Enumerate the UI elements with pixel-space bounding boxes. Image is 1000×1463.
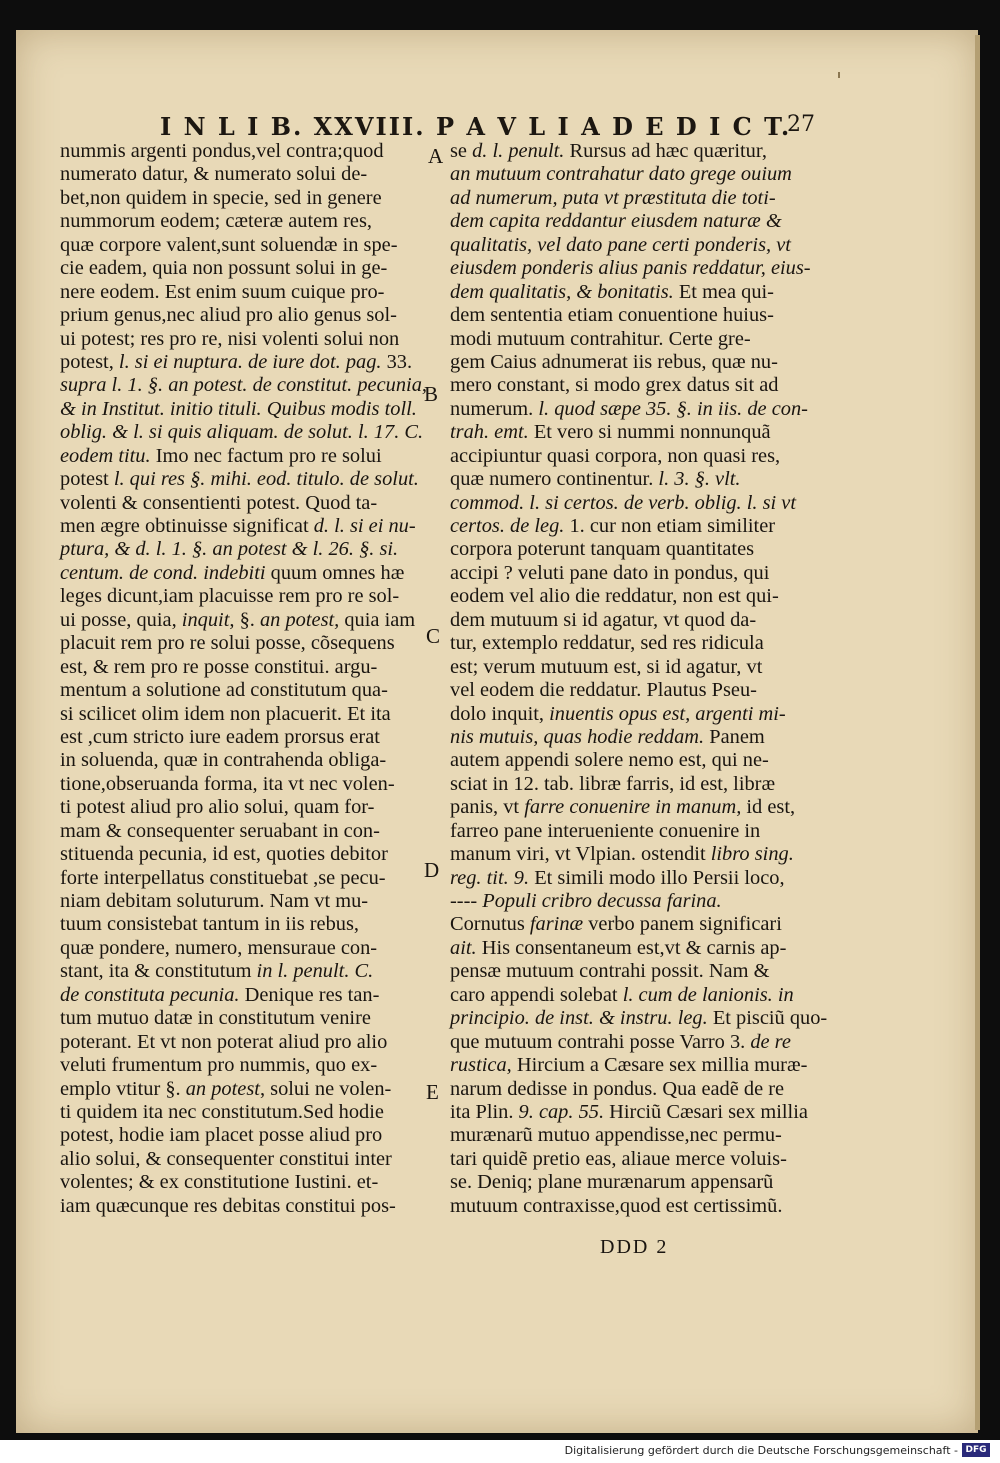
body-text: quæ pondere, numero, mensuraue con- (60, 936, 378, 959)
body-text: est ,cum stricto iure eadem prorsus erat (60, 725, 380, 748)
text-line (60, 304, 430, 327)
citation-text: an mutuum contrahatur dato grege ouium (450, 163, 792, 186)
body-text: Denique res tan- (239, 983, 380, 1006)
text-line (60, 1078, 430, 1101)
paper-speck (838, 72, 840, 78)
body-text: men ægre obtinuisse significat (60, 515, 314, 537)
body-text: forte interpellatus constituebat ,se pecu- (60, 866, 386, 889)
citation-text: an potest (185, 1077, 260, 1100)
text-line (450, 632, 810, 655)
body-text: quum omnes hæ (265, 561, 405, 584)
body-text: verbo panem significari (583, 913, 782, 936)
body-text: mutuum contraxisse,quod est certissimũ. (450, 1194, 783, 1217)
text-line (450, 351, 810, 374)
body-text: eodem vel alio die reddatur, non est qui- (450, 585, 779, 608)
footer-credit: Digitalisierung gefördert durch die Deutsche Forschungsgemeinschaft - (564, 1444, 958, 1457)
text-line (450, 609, 810, 632)
text-line (450, 281, 810, 304)
text-line (450, 913, 810, 936)
body-text: que mutuum contrahi posse Varro 3. (450, 1030, 751, 1053)
text-line (450, 1124, 810, 1147)
citation-text: an potest, (259, 608, 340, 631)
body-text: emplo vtitur §. (60, 1077, 186, 1100)
text-line (450, 374, 810, 397)
text-line (60, 585, 430, 608)
text-line (60, 187, 430, 210)
body-text: potest, (60, 350, 119, 373)
citation-text: ait. (450, 936, 477, 959)
body-text: ti quidem ita nec constitutum.Sed hodie (60, 1100, 384, 1123)
body-text: ui potest; res pro re, nisi volenti solui non (60, 327, 400, 350)
citation-text: de constituta pecunia. (60, 983, 240, 1006)
signature-mark: DDD 2 (600, 1236, 669, 1258)
text-line (60, 468, 430, 491)
text-line (60, 843, 430, 866)
body-text: alio solui, & consequenter constitui inter (60, 1147, 392, 1170)
body-text: Et simili modo illo Persii loco, (529, 866, 785, 889)
text-line (450, 796, 810, 819)
citation-text: libro sing. (710, 843, 794, 866)
citation-text: & in Institut. initio tituli. Quibus modis toll. (60, 397, 417, 420)
body-text: prium genus,nec aliud pro alio genus sol- (60, 304, 397, 327)
text-line (450, 163, 810, 186)
text-line (60, 281, 430, 304)
citation-text: l. qui res §. mihi. eod. titulo. de solut. (113, 468, 419, 491)
body-text: Et pisciũ quo- (707, 1007, 828, 1030)
body-text: Rursus ad hæc quæritur, (564, 140, 767, 162)
body-text: Hirciũ Cæsari sex millia (604, 1100, 808, 1123)
body-text: tione,obseruanda forma, ita vt nec volen- (60, 772, 395, 795)
text-line (450, 773, 810, 796)
text-line (60, 726, 430, 749)
text-line (450, 1148, 810, 1171)
text-line (450, 656, 810, 679)
text-line (450, 726, 810, 749)
citation-text: dem qualitatis, & bonitatis. (450, 280, 674, 303)
body-text: ---- (450, 890, 483, 912)
text-line (60, 703, 430, 726)
body-text: mentum a solutione ad constitutum qua- (60, 679, 388, 702)
footer-bar (0, 1440, 1000, 1463)
text-line (60, 445, 430, 468)
text-line (450, 890, 810, 913)
citation-text: eiusdem ponderis alius panis reddatur, eius- (450, 257, 811, 280)
citation-text: l. cum de lanionis. in (622, 983, 794, 1006)
text-line (450, 468, 810, 491)
citation-text: reg. tit. 9. (450, 866, 530, 889)
body-text: si scilicet olim idem non placuerit. Et ita (60, 702, 391, 725)
text-line (60, 820, 430, 843)
text-line (60, 1148, 430, 1171)
text-line (60, 1124, 430, 1147)
citation-text: certos. de leg. (450, 515, 565, 537)
citation-text: l. quod sæpe 35. §. in iis. de con- (538, 397, 808, 420)
citation-text: ptura, & d. l. 1. §. an potest & l. 26. §. si. (60, 538, 399, 561)
text-line (60, 890, 430, 913)
text-line (450, 820, 810, 843)
body-text: sciat in 12. tab. libræ farris, id est, libræ (450, 772, 776, 795)
body-text: 1. cur non etiam similiter (564, 515, 776, 537)
body-text: se (450, 140, 473, 162)
text-line (450, 1078, 810, 1101)
text-line (450, 257, 810, 280)
citation-text: ad numerum, puta vt præstituta die toti- (450, 186, 776, 209)
dfg-logo-icon: DFG (962, 1443, 990, 1457)
text-line (450, 492, 810, 515)
text-line (60, 773, 430, 796)
text-line (450, 679, 810, 702)
text-line (60, 1031, 430, 1054)
body-text: ti potest aliud pro alio solui, quam for- (60, 796, 375, 819)
margin-marker-c: C (426, 624, 441, 648)
text-line (450, 398, 810, 421)
running-title: I N L I B. XXVIII. P A V L I A D E D I C T. (160, 112, 792, 141)
body-text: quia iam (339, 608, 416, 631)
body-text: His consentaneum est,vt & carnis ap- (476, 936, 787, 959)
citation-text: supra l. 1. §. an potest. de constitut. pecunia, (60, 374, 428, 397)
body-text: Panem (704, 725, 765, 748)
citation-text: in l. penult. C. (256, 960, 374, 983)
body-text: panis, vt (450, 796, 525, 819)
body-text: §. (234, 608, 260, 631)
text-line (450, 421, 810, 444)
text-line (60, 328, 430, 351)
body-text: tuum consistebat tantum in iis rebus, (60, 913, 360, 936)
text-line (450, 703, 810, 726)
body-text: dem mutuum si id agatur, vt quod da- (450, 608, 757, 631)
text-line (60, 913, 430, 936)
body-text: Et vero si nummi nonnunquã (528, 421, 771, 444)
text-column-right (450, 140, 828, 1218)
body-text: leges dicunt,iam placuisse rem pro re sol- (60, 585, 400, 608)
citation-text: commod. l. si certos. de verb. oblig. l. si vt (450, 491, 797, 514)
citation-text: l. si ei nuptura. de iure dot. pag. (118, 350, 382, 373)
margin-marker-b: B (424, 382, 439, 406)
body-text: numerum. (450, 397, 539, 420)
text-line (60, 421, 430, 444)
text-line (450, 843, 810, 866)
text-line (450, 1031, 810, 1054)
body-text: modi mutuum contrahitur. Certe gre- (450, 327, 751, 350)
body-text: tum mutuo datæ in constitutum venire (60, 1007, 371, 1030)
text-line (60, 609, 430, 632)
body-text: Hircium a Cæsare sex millia muræ- (511, 1054, 808, 1077)
body-text: vel eodem die reddatur. Plautus Pseu- (450, 679, 757, 702)
text-line (60, 1054, 430, 1077)
text-line (450, 585, 810, 608)
text-column-left (60, 140, 430, 1218)
text-line (450, 515, 810, 538)
page-number: 27 (787, 112, 815, 137)
body-text: stant, ita & constitutum (60, 960, 257, 983)
text-line (60, 492, 430, 515)
body-text: murænarũ mutuo appendisse,nec permu- (450, 1124, 782, 1147)
body-text: tari quidẽ pretio eas, aliaue merce voluis- (450, 1147, 787, 1170)
body-text: mam & consequenter seruabant in con- (60, 819, 380, 842)
body-text: dolo inquit, (450, 702, 550, 725)
text-line (450, 304, 810, 327)
citation-text: trah. emt. (450, 421, 529, 444)
body-text: Et mea qui- (673, 280, 774, 303)
text-line (60, 632, 430, 655)
body-text: quæ numero continentur. (450, 468, 659, 491)
text-line (450, 749, 810, 772)
text-line (450, 960, 810, 983)
text-line (60, 538, 430, 561)
citation-text: dem capita reddantur eiusdem naturæ & (450, 210, 782, 233)
citation-text: centum. de cond. indebiti (60, 561, 266, 584)
text-line (60, 1171, 430, 1194)
citation-text: principio. de inst. & instru. leg. (450, 1007, 708, 1030)
text-line (60, 749, 430, 772)
text-line (450, 1171, 810, 1194)
body-text: farreo pane interueniente conuenire in (450, 819, 761, 842)
text-line (60, 374, 430, 397)
text-line (60, 351, 430, 374)
text-line (60, 515, 430, 538)
text-line (60, 867, 430, 890)
text-line (450, 562, 810, 585)
text-line (450, 867, 810, 890)
body-text: iam quæcunque res debitas constitui pos- (60, 1194, 396, 1217)
body-text: quæ corpore valent,sunt soluendæ in spe- (60, 233, 398, 256)
margin-marker-a: A (428, 144, 444, 168)
text-line (450, 445, 810, 468)
body-text: veluti frumentum pro nummis, quo ex- (60, 1054, 378, 1077)
body-text: mero constant, si modo grex datus sit ad (450, 374, 779, 397)
body-text: ita Plin. (450, 1100, 519, 1123)
text-line (450, 328, 810, 351)
body-text: volentes; & ex constitutione Iustini. et- (60, 1171, 379, 1194)
body-text: accipi ? veluti pane dato in pondus, qui (450, 561, 770, 584)
citation-text: farre conuenire in manum, (524, 796, 742, 819)
text-line (450, 984, 810, 1007)
body-text: est, & rem pro re posse constitui. argu- (60, 655, 378, 678)
text-line (450, 1054, 810, 1077)
text-line (60, 1101, 430, 1124)
body-text: pensæ mutuum contrahi possit. Nam & (450, 960, 770, 983)
citation-text: de re (750, 1030, 791, 1053)
text-line (60, 210, 430, 233)
body-text: in soluenda, quæ in contrahenda obliga- (60, 749, 387, 772)
text-line (60, 398, 430, 421)
body-text: caro appendi solebat (450, 983, 623, 1006)
body-text: se. Deniq; plane murænarum appensarũ (450, 1171, 774, 1194)
body-text: manum viri, vt Vlpian. ostendit (450, 843, 711, 866)
text-line (60, 960, 430, 983)
text-line (60, 1007, 430, 1030)
page-edge (975, 35, 980, 1430)
text-line (450, 210, 810, 233)
text-line (60, 140, 430, 163)
body-text: est; verum mutuum est, si id agatur, vt (450, 655, 763, 678)
body-text: ui posse, quia, (60, 608, 182, 631)
citation-text: d. l. si ei nu- (313, 515, 416, 537)
citation-text: Populi cribro decussa farina. (482, 890, 722, 912)
citation-text: 9. cap. 55. (518, 1100, 605, 1123)
citation-text: oblig. & l. si quis aliquam. de solut. l. 17. C. (60, 421, 424, 444)
text-line (450, 538, 810, 561)
citation-text: l. 3. §. vlt. (658, 468, 741, 491)
text-line (450, 234, 810, 257)
text-line (60, 796, 430, 819)
citation-text: nis mutuis, quas hodie reddam. (450, 725, 705, 748)
text-line (450, 937, 810, 960)
citation-text: eodem titu. (60, 444, 151, 467)
body-text: potest, hodie iam placet posse aliud pro (60, 1124, 383, 1147)
body-text: , solui ne volen- (259, 1077, 392, 1100)
body-text: niam debitam soluturum. Nam vt mu- (60, 890, 369, 912)
text-line (450, 140, 810, 163)
text-line (60, 234, 430, 257)
margin-marker-d: D (424, 858, 440, 882)
body-text: 33. (381, 350, 413, 373)
text-line (60, 1195, 430, 1218)
body-text: dem sententia etiam conuentione huius- (450, 304, 774, 327)
body-text: nummis argenti pondus,vel contra;quod (60, 140, 384, 162)
text-line (60, 984, 430, 1007)
body-text: numerato datur, & numerato solui de- (60, 163, 368, 186)
body-text: tur, extemplo reddatur, sed res ridicula (450, 632, 764, 655)
citation-text: inuentis opus est, argenti mi- (549, 702, 786, 725)
body-text: volenti & consentienti potest. Quod ta- (60, 491, 378, 514)
text-line (450, 187, 810, 210)
body-text: bet,non quidem in specie, sed in genere (60, 186, 382, 209)
citation-text: rustica, (450, 1054, 512, 1077)
citation-text: d. l. penult. (472, 140, 565, 162)
text-line (60, 937, 430, 960)
text-line (450, 1101, 810, 1124)
body-text: cie eadem, quia non possunt solui in ge- (60, 257, 388, 280)
body-text: potest (60, 468, 114, 491)
body-text: accipiuntur quasi corpora, non quasi res, (450, 444, 781, 467)
text-line (60, 656, 430, 679)
body-text: placuit rem pro re solui posse, cõsequens (60, 632, 395, 655)
text-line (60, 562, 430, 585)
body-text: stituenda pecunia, id est, quoties debitor (60, 843, 388, 866)
body-text: narum dedisse in pondus. Qua eadẽ de re (450, 1077, 785, 1100)
body-text: nummorum eodem; cæteræ autem res, (60, 210, 373, 233)
citation-text: inquit, (181, 608, 235, 631)
margin-marker-e: E (426, 1080, 439, 1104)
body-text: Cornutus (450, 913, 530, 936)
text-line (60, 679, 430, 702)
text-line (60, 257, 430, 280)
citation-text: farinæ (529, 913, 584, 936)
text-line (450, 1007, 828, 1030)
body-text: Imo nec factum pro re solui (150, 444, 382, 467)
text-line (60, 163, 430, 186)
body-text: corpora poterunt tanquam quantitates (450, 538, 755, 561)
text-line (450, 1195, 810, 1218)
body-text: gem Caius adnumerat iis rebus, quæ nu- (450, 350, 778, 373)
body-text: id est, (741, 796, 796, 819)
citation-text: qualitatis, vel dato pane certi ponderis, vt (450, 233, 791, 256)
body-text: poterant. Et vt non poterat aliud pro alio (60, 1030, 388, 1053)
body-text: nere eodem. Est enim suum cuique pro- (60, 280, 385, 303)
body-text: autem appendi solere nemo est, qui ne- (450, 749, 769, 772)
